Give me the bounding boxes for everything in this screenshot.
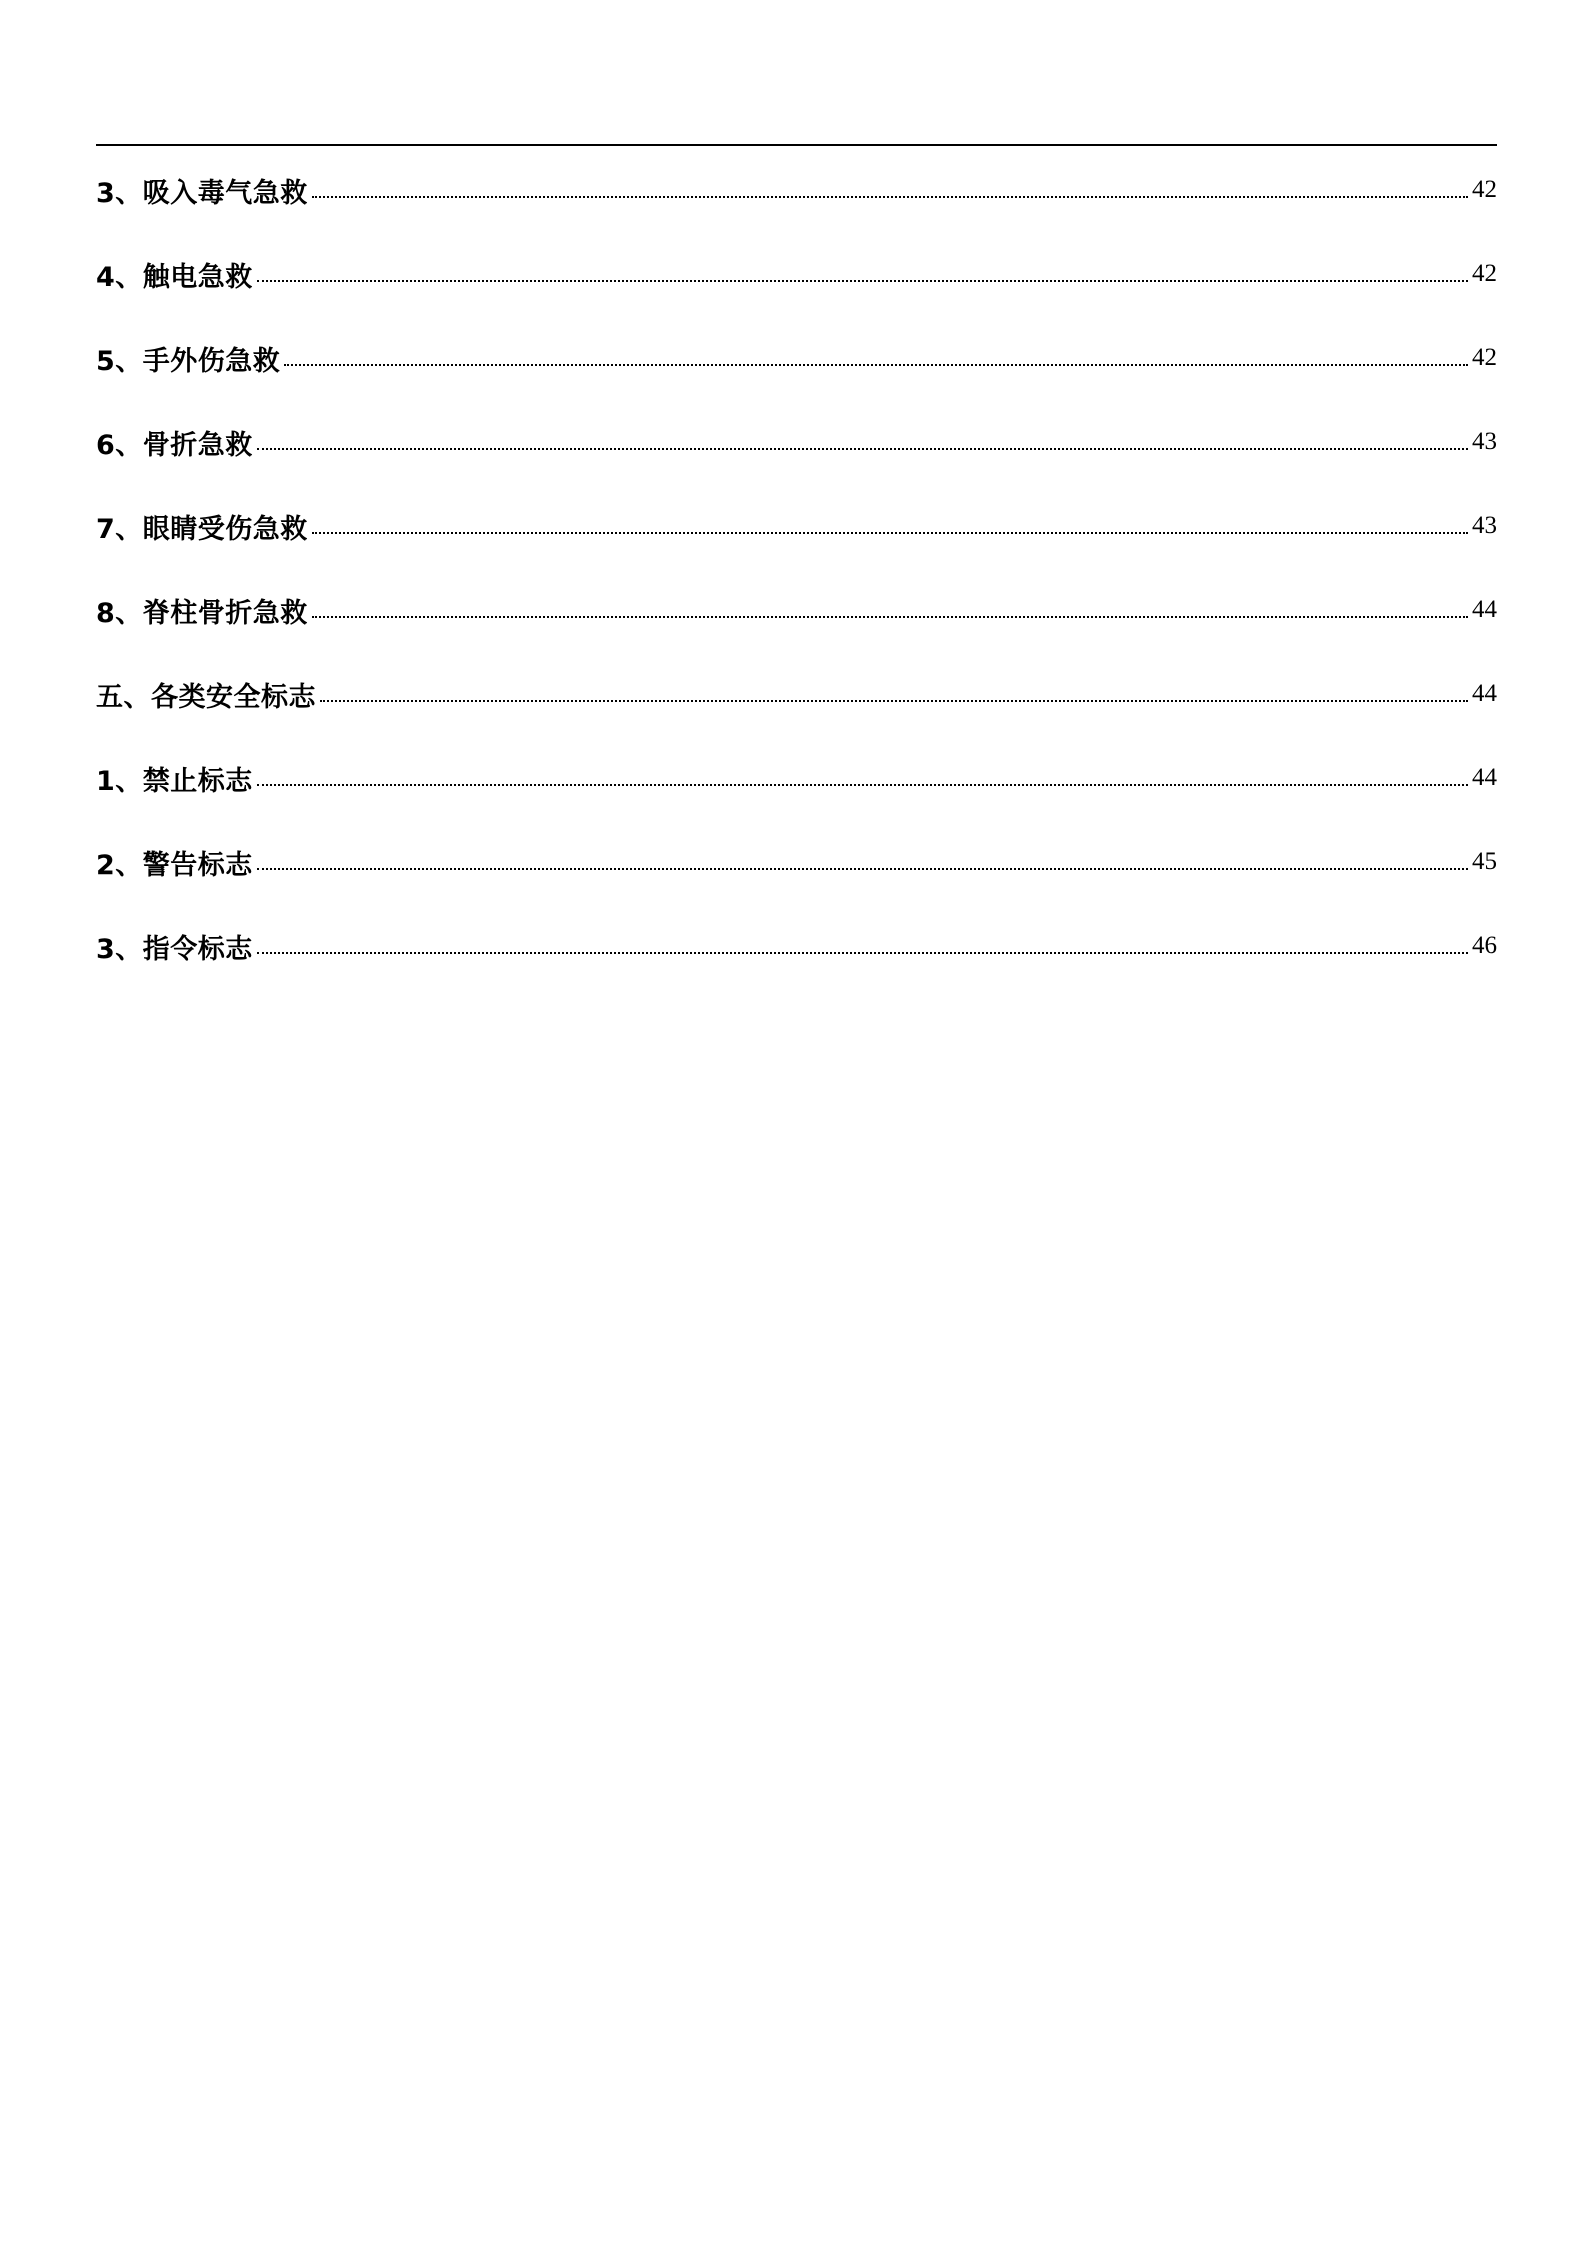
toc-entry-title: 6、骨折急救 — [96, 429, 253, 461]
toc-entry-page-number: 43 — [1472, 428, 1497, 455]
table-of-contents — [96, 158, 1497, 998]
toc-entry-title: 8、脊柱骨折急救 — [96, 597, 308, 629]
toc-entry-page-number: 42 — [1472, 344, 1497, 371]
toc-entry-hand-injury-first-aid[interactable] — [96, 326, 1497, 410]
header-rule — [96, 144, 1497, 146]
toc-line — [96, 494, 1497, 558]
dot-leader — [312, 532, 1468, 534]
toc-entry-page-number: 44 — [1472, 764, 1497, 791]
toc-entry-page-number: 43 — [1472, 512, 1497, 539]
toc-entry-title: 4、触电急救 — [96, 261, 253, 293]
dot-leader — [284, 364, 1468, 366]
toc-line — [96, 578, 1497, 642]
toc-entry-page-number: 42 — [1472, 260, 1497, 287]
toc-entry-title: 2、警告标志 — [96, 849, 253, 881]
toc-entry-safety-signs-section[interactable] — [96, 662, 1497, 746]
toc-entry-fracture-first-aid[interactable] — [96, 410, 1497, 494]
toc-entry-page-number: 46 — [1472, 932, 1497, 959]
toc-entry-spinal-fracture-first-aid[interactable] — [96, 578, 1497, 662]
dot-leader — [257, 784, 1468, 786]
toc-entry-title: 五、各类安全标志 — [96, 681, 316, 713]
dot-leader — [257, 448, 1468, 450]
dot-leader — [320, 700, 1468, 702]
toc-entry-page-number: 44 — [1472, 596, 1497, 623]
toc-line — [96, 410, 1497, 474]
toc-entry-warning-signs[interactable] — [96, 830, 1497, 914]
dot-leader — [257, 280, 1468, 282]
dot-leader — [257, 952, 1468, 954]
toc-line — [96, 914, 1497, 978]
toc-entry-title: 5、手外伤急救 — [96, 345, 281, 377]
toc-entry-page-number: 45 — [1472, 848, 1497, 875]
toc-entry-electric-shock-first-aid[interactable] — [96, 242, 1497, 326]
toc-line — [96, 746, 1497, 810]
toc-entry-title: 1、禁止标志 — [96, 765, 253, 797]
toc-entry-page-number: 44 — [1472, 680, 1497, 707]
toc-entry-inhaled-poison-first-aid[interactable] — [96, 158, 1497, 242]
toc-line — [96, 158, 1497, 222]
dot-leader — [312, 616, 1468, 618]
toc-entry-page-number: 42 — [1472, 176, 1497, 203]
dot-leader — [257, 868, 1468, 870]
toc-line — [96, 662, 1497, 726]
toc-entry-title: 7、眼睛受伤急救 — [96, 513, 308, 545]
toc-line — [96, 242, 1497, 306]
toc-line — [96, 830, 1497, 894]
toc-line — [96, 326, 1497, 390]
toc-entry-title: 3、吸入毒气急救 — [96, 177, 308, 209]
toc-entry-mandatory-signs[interactable] — [96, 914, 1497, 998]
dot-leader — [312, 196, 1468, 198]
toc-entry-prohibition-signs[interactable] — [96, 746, 1497, 830]
toc-entry-eye-injury-first-aid[interactable] — [96, 494, 1497, 578]
toc-entry-title: 3、指令标志 — [96, 933, 253, 965]
